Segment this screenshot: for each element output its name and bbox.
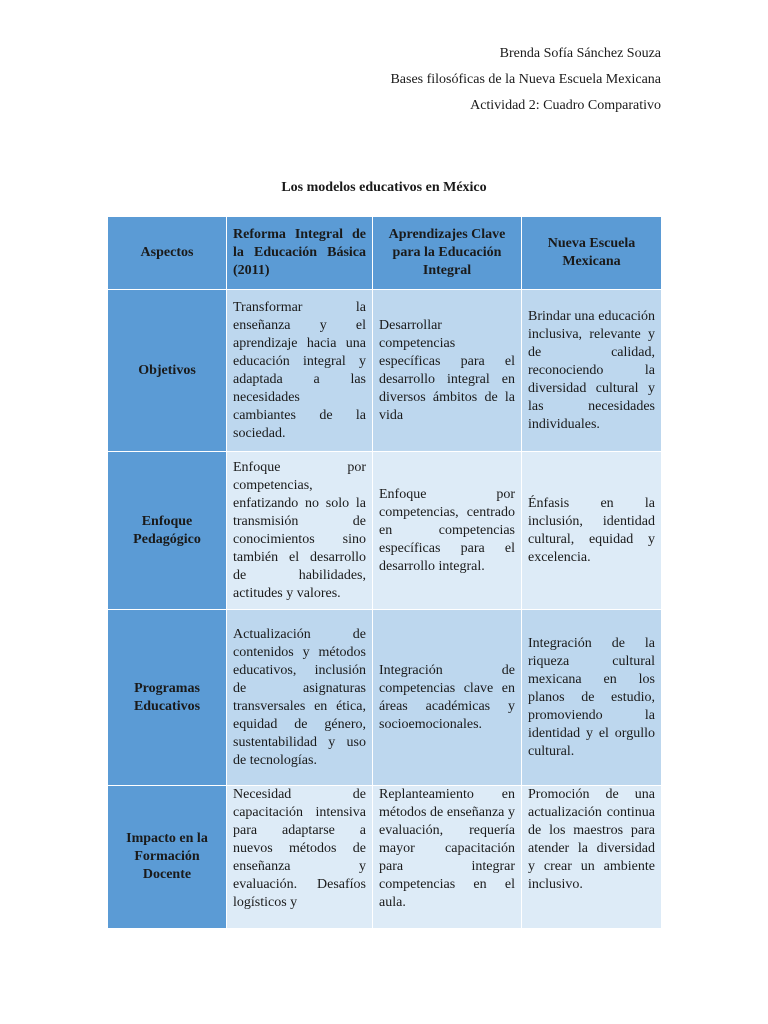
aspect-label: Programas Educativos: [108, 610, 227, 786]
table-cell: [227, 786, 373, 929]
activity-name: Actividad 2: Cuadro Comparativo: [470, 98, 661, 113]
document-title: Los modelos educativos en México: [281, 180, 487, 195]
table-cell: Enfoque por competencias, enfatizando no solo la transmisión de conocimientos sino también el desarrollo de habilidades, actitudes y valores.: [227, 452, 373, 610]
table-cell: [373, 786, 522, 929]
column-header: Nueva Escuela Mexicana: [522, 217, 662, 290]
author-name: Brenda Sofía Sánchez Souza: [499, 46, 661, 61]
cell-text: Replanteamiento en métodos de enseñanza y evaluación, requería mayor capacitación para integrar competencias en el aula.: [379, 787, 515, 910]
aspect-label: Impacto en la Formación Docente: [108, 786, 227, 929]
table-cell: Integración de la riqueza cultural mexicana en los planos de estudio, promoviendo la identidad y el orgullo cultural.: [522, 610, 662, 786]
document-header: [390, 44, 661, 122]
aspect-label: Enfoque Pedagógico: [108, 452, 227, 610]
table-header-row: [108, 217, 662, 290]
cell-text: Promoción de una actualización continua de los maestros para atender la diversidad y crear un ambiente inclusivo.: [528, 787, 655, 892]
column-header: Reforma Integral de la Educación Básica (2011): [227, 217, 373, 290]
table-row: [108, 452, 662, 610]
table-cell: Enfoque por competencias, centrado en competencias específicas para el desarrollo integral.: [373, 452, 522, 610]
table-cell: Desarrollar competencias específicas para el desarrollo integral en diversos ámbitos de la vida: [373, 290, 522, 452]
column-header: Aspectos: [108, 217, 227, 290]
table-row: [108, 786, 662, 929]
table-row: [108, 610, 662, 786]
course-name: Bases filosóficas de la Nueva Escuela Mexicana: [390, 72, 661, 87]
table-cell: Brindar una educación inclusiva, relevante y de calidad, reconociendo la diversidad cultural y las necesidades individuales.: [522, 290, 662, 452]
table-cell: Transformar la enseñanza y el aprendizaje hacia una educación integral y adaptada a las necesidades cambiantes de la sociedad.: [227, 290, 373, 452]
table-cell: Énfasis en la inclusión, identidad cultural, equidad y excelencia.: [522, 452, 662, 610]
aspect-label: Objetivos: [108, 290, 227, 452]
table-cell: Integración de competencias clave en áreas académicas y socioemocionales.: [373, 610, 522, 786]
table-row: [108, 290, 662, 452]
table-cell: Actualización de contenidos y métodos educativos, inclusión de asignaturas transversales en ética, equidad de género, sustentabilidad y uso de tecnologías.: [227, 610, 373, 786]
comparison-table: [107, 216, 662, 929]
column-header: Aprendizajes Clave para la Educación Integral: [373, 217, 522, 290]
cell-text: Necesidad de capacitación intensiva para adaptarse a nuevos métodos de enseñanza y evaluación. Desafíos logísticos y: [233, 787, 366, 910]
table-cell: [522, 786, 662, 929]
